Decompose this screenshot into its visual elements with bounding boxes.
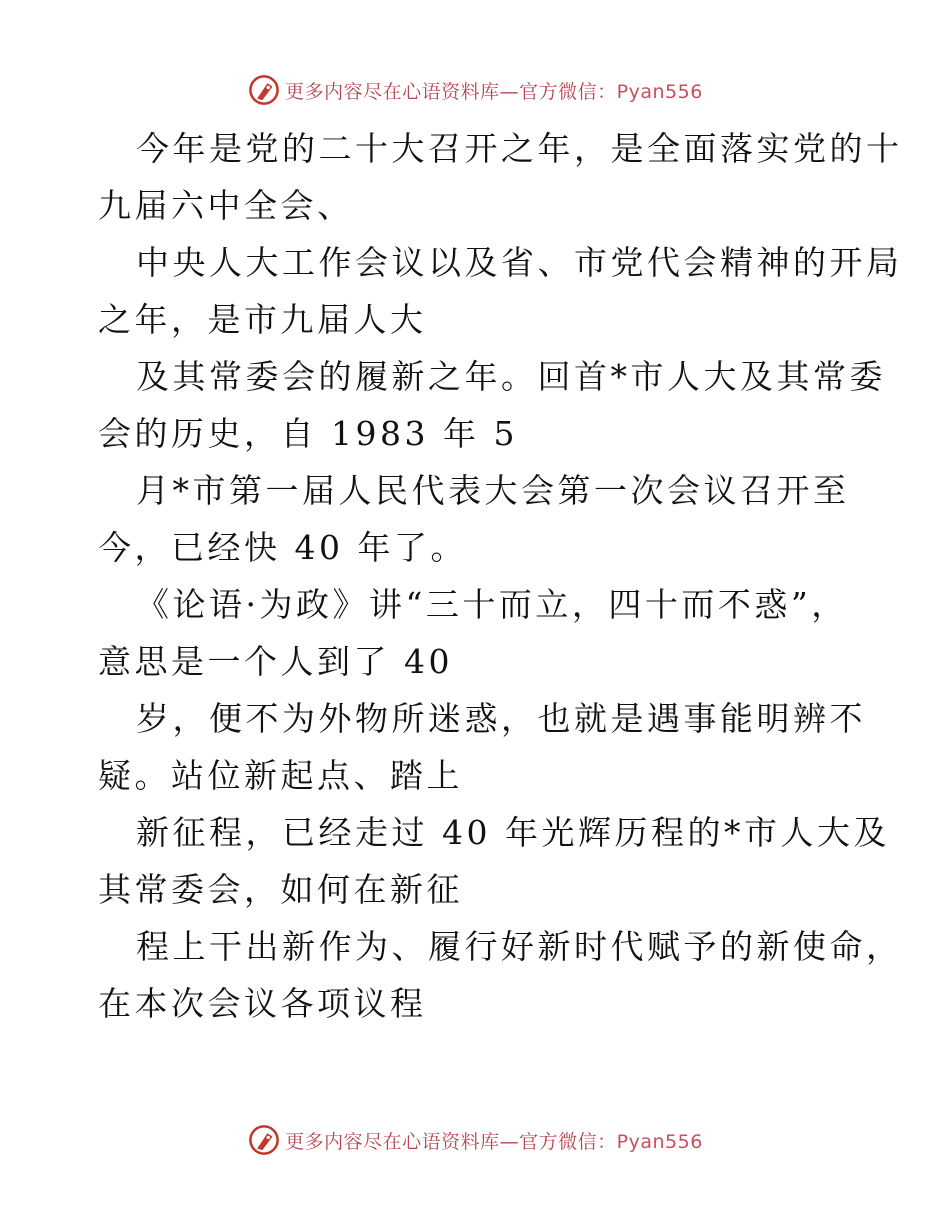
- banner-label: 更多内容尽在心语资料库—官方微信：: [285, 80, 617, 103]
- pen-nib-logo-icon: [247, 73, 281, 107]
- text-line: 月*市第一届人民代表大会第一次会议召开至: [136, 471, 850, 510]
- banner-wechat-id: Pyan556: [616, 80, 703, 103]
- text-line: 今年是党的二十大召开之年，是全面落实党的十: [136, 129, 903, 168]
- text-line: 疑。站位新起点、踏上: [98, 756, 463, 795]
- page-footer-banner: [0, 1120, 950, 1160]
- banner-text: [285, 1127, 703, 1154]
- text-line: 之年，是市九届人大: [98, 300, 427, 339]
- text-line: 会的历史，自 1983 年 5: [98, 414, 518, 453]
- text-line: 岁，便不为外物所迷惑，也就是遇事能明辨不: [136, 699, 866, 738]
- text-line: 九届六中全会、: [98, 186, 354, 225]
- banner-wechat-id: Pyan556: [616, 1130, 703, 1153]
- text-line: 程上干出新作为、履行好新时代赋予的新使命，: [136, 927, 903, 966]
- text-line: 其常委会，如何在新征: [98, 870, 463, 909]
- banner-label: 更多内容尽在心语资料库—官方微信：: [285, 1130, 617, 1153]
- text-line: 《论语·为政》讲“三十而立，四十而不惑”，: [136, 585, 848, 624]
- banner-text: [285, 77, 703, 104]
- text-line: 今，已经快 40 年了。: [98, 528, 467, 567]
- document-body: [98, 120, 903, 1032]
- text-line: 在本次会议各项议程: [98, 984, 427, 1023]
- text-line: 中央人大工作会议以及省、市党代会精神的开局: [136, 243, 903, 282]
- text-line: 及其常委会的履新之年。回首*市人大及其常委: [136, 357, 886, 396]
- text-line: 意思是一个人到了 40: [98, 642, 453, 681]
- page-header-banner: [0, 70, 950, 110]
- text-line: 新征程，已经走过 40 年光辉历程的*市人大及: [136, 813, 890, 852]
- pen-nib-logo-icon: [247, 1123, 281, 1157]
